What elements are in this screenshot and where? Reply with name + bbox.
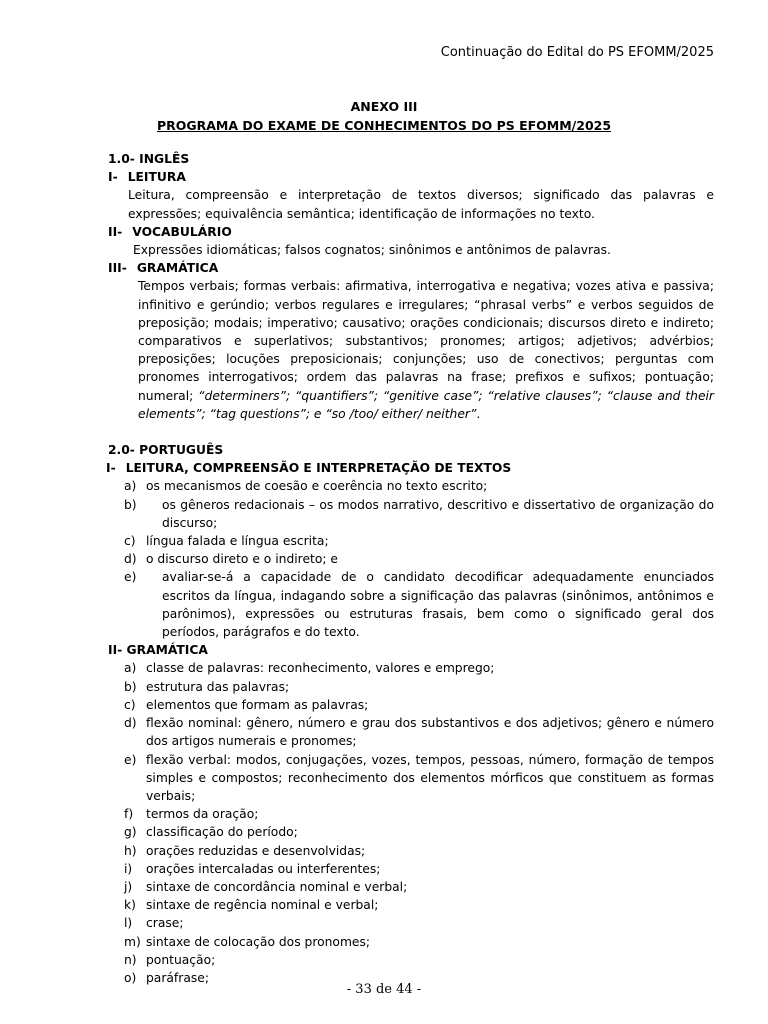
list-item: d) o discurso direto e o indireto; e <box>124 552 338 567</box>
page-number: - 33 de 44 - <box>346 982 422 997</box>
list-item: n) pontuação; <box>124 952 216 967</box>
header-continuation: Continuação do Edital do PS EFOMM/2025 <box>440 45 714 60</box>
list-item: k) sintaxe de regência nominal e verbal; <box>124 898 379 913</box>
reading-pt-list <box>108 477 714 641</box>
content <box>108 150 714 987</box>
list-item: l) crase; <box>124 916 184 931</box>
subheading-grammar-en <box>108 259 714 277</box>
section-heading-portuguese: 2.0- PORTUGUÊS <box>108 443 224 458</box>
program-title: PROGRAMA DO EXAME DE CONHECIMENTOS DO PS EFOMM/2025 <box>156 118 612 133</box>
list-item: g) classificação do período; <box>124 825 298 840</box>
subheading-number: I- <box>106 461 116 476</box>
list-item: i) orações intercaladas ou interferentes; <box>124 861 381 876</box>
list-item: c) língua falada e língua escrita; <box>124 534 329 549</box>
grammar-en-text-end: . <box>476 406 481 421</box>
list-item: c) elementos que formam as palavras; <box>124 697 369 712</box>
list-item: e) flexão verbal: modos, conjugações, vozes, tempos, pessoas, número, formação de tempos simples e compostos; reconhecimento dos elementos mórficos que constituem as formas verbais; <box>124 752 714 803</box>
subheading-reading-en <box>108 168 714 186</box>
subheading-number: I- <box>108 170 118 185</box>
list-item: a) os mecanismos de coesão e coerência no texto escrito; <box>124 479 488 494</box>
subheading-label: VOCABULÁRIO <box>132 224 232 239</box>
grammar-en-text <box>138 277 714 423</box>
subheading-vocab <box>108 223 714 241</box>
list-item: e) avaliar-se-á a capacidade de o candidato decodificar adequadamente enunciados escritos da língua, indagando sobre a significação das palavras (sinônimos, antônimos e parônimos), expressões ou estruturas frasais, bem como o significado geral dos períodos, parágrafos e do texto. <box>124 570 714 640</box>
subheading-number: II- <box>108 224 123 239</box>
grammar-en-text-a: Tempos verbais; formas verbais: afirmativa, interrogativa e negativa; vozes ativa e passiva; infinitivo e gerúndio; verbos regulares e irregulares; “phrasal verbs” e verbos seguidos de preposição; modais; imperativo; causativo; orações condicionais; discursos direto e indireto; comparativos e superlativos; substantivos; pronomes; artigos; adjetivos; advérbios; preposições; locuções preposicionais; conjunções; uso de conectivos; perguntas com pronomes interrogativos; ordem das palavras na frase; prefixos e sufixos; pontuação; numeral; <box>138 279 714 403</box>
grammar-en-text-italic: “determiners”; “quantifiers”; “genitive case”; “relative clauses”; “clause and their elements”; “tag questions”; e “so /too/ either/ neither” <box>138 388 714 421</box>
list-item: h) orações reduzidas e desenvolvidas; <box>124 843 366 858</box>
list-item: f) termos da oração; <box>124 807 259 822</box>
list-item: j) sintaxe de concordância nominal e verbal; <box>124 879 408 894</box>
list-item: b) estrutura das palavras; <box>124 679 290 694</box>
grammar-pt-list <box>108 659 714 987</box>
subheading-number: III- <box>108 261 127 276</box>
list-item: a) classe de palavras: reconhecimento, valores e emprego; <box>124 661 495 676</box>
subheading-grammar-pt: II- GRAMÁTICA <box>108 643 208 658</box>
list-item: m) sintaxe de colocação dos pronomes; <box>124 934 371 949</box>
list-item: o) paráfrase; <box>124 970 209 985</box>
vocab-text: Expressões idiomáticas; falsos cognatos; sinônimos e antônimos de palavras. <box>133 243 611 258</box>
subheading-label: LEITURA, COMPREENSÃO E INTERPRETAÇÃO DE TEXTOS <box>125 461 512 476</box>
subheading-label: GRAMÁTICA <box>136 261 219 276</box>
title-block <box>0 97 768 135</box>
reading-en-text: Leitura, compreensão e interpretação de textos diversos; significado das palavras e expressões; equivalência semântica; identificação de informações no texto. <box>128 188 714 221</box>
list-item: d) flexão nominal: gênero, número e grau dos substantivos e dos adjetivos; gênero e número dos artigos numerais e pronomes; <box>124 716 714 749</box>
section-heading-english: 1.0- INGLÊS <box>108 152 190 166</box>
annex-title: ANEXO III <box>350 99 418 114</box>
list-item: b) os gêneros redacionais – os modos narrativo, descritivo e dissertativo de organização do discurso; <box>124 497 714 530</box>
subheading-reading-pt <box>106 459 714 477</box>
subheading-label: LEITURA <box>127 170 186 185</box>
